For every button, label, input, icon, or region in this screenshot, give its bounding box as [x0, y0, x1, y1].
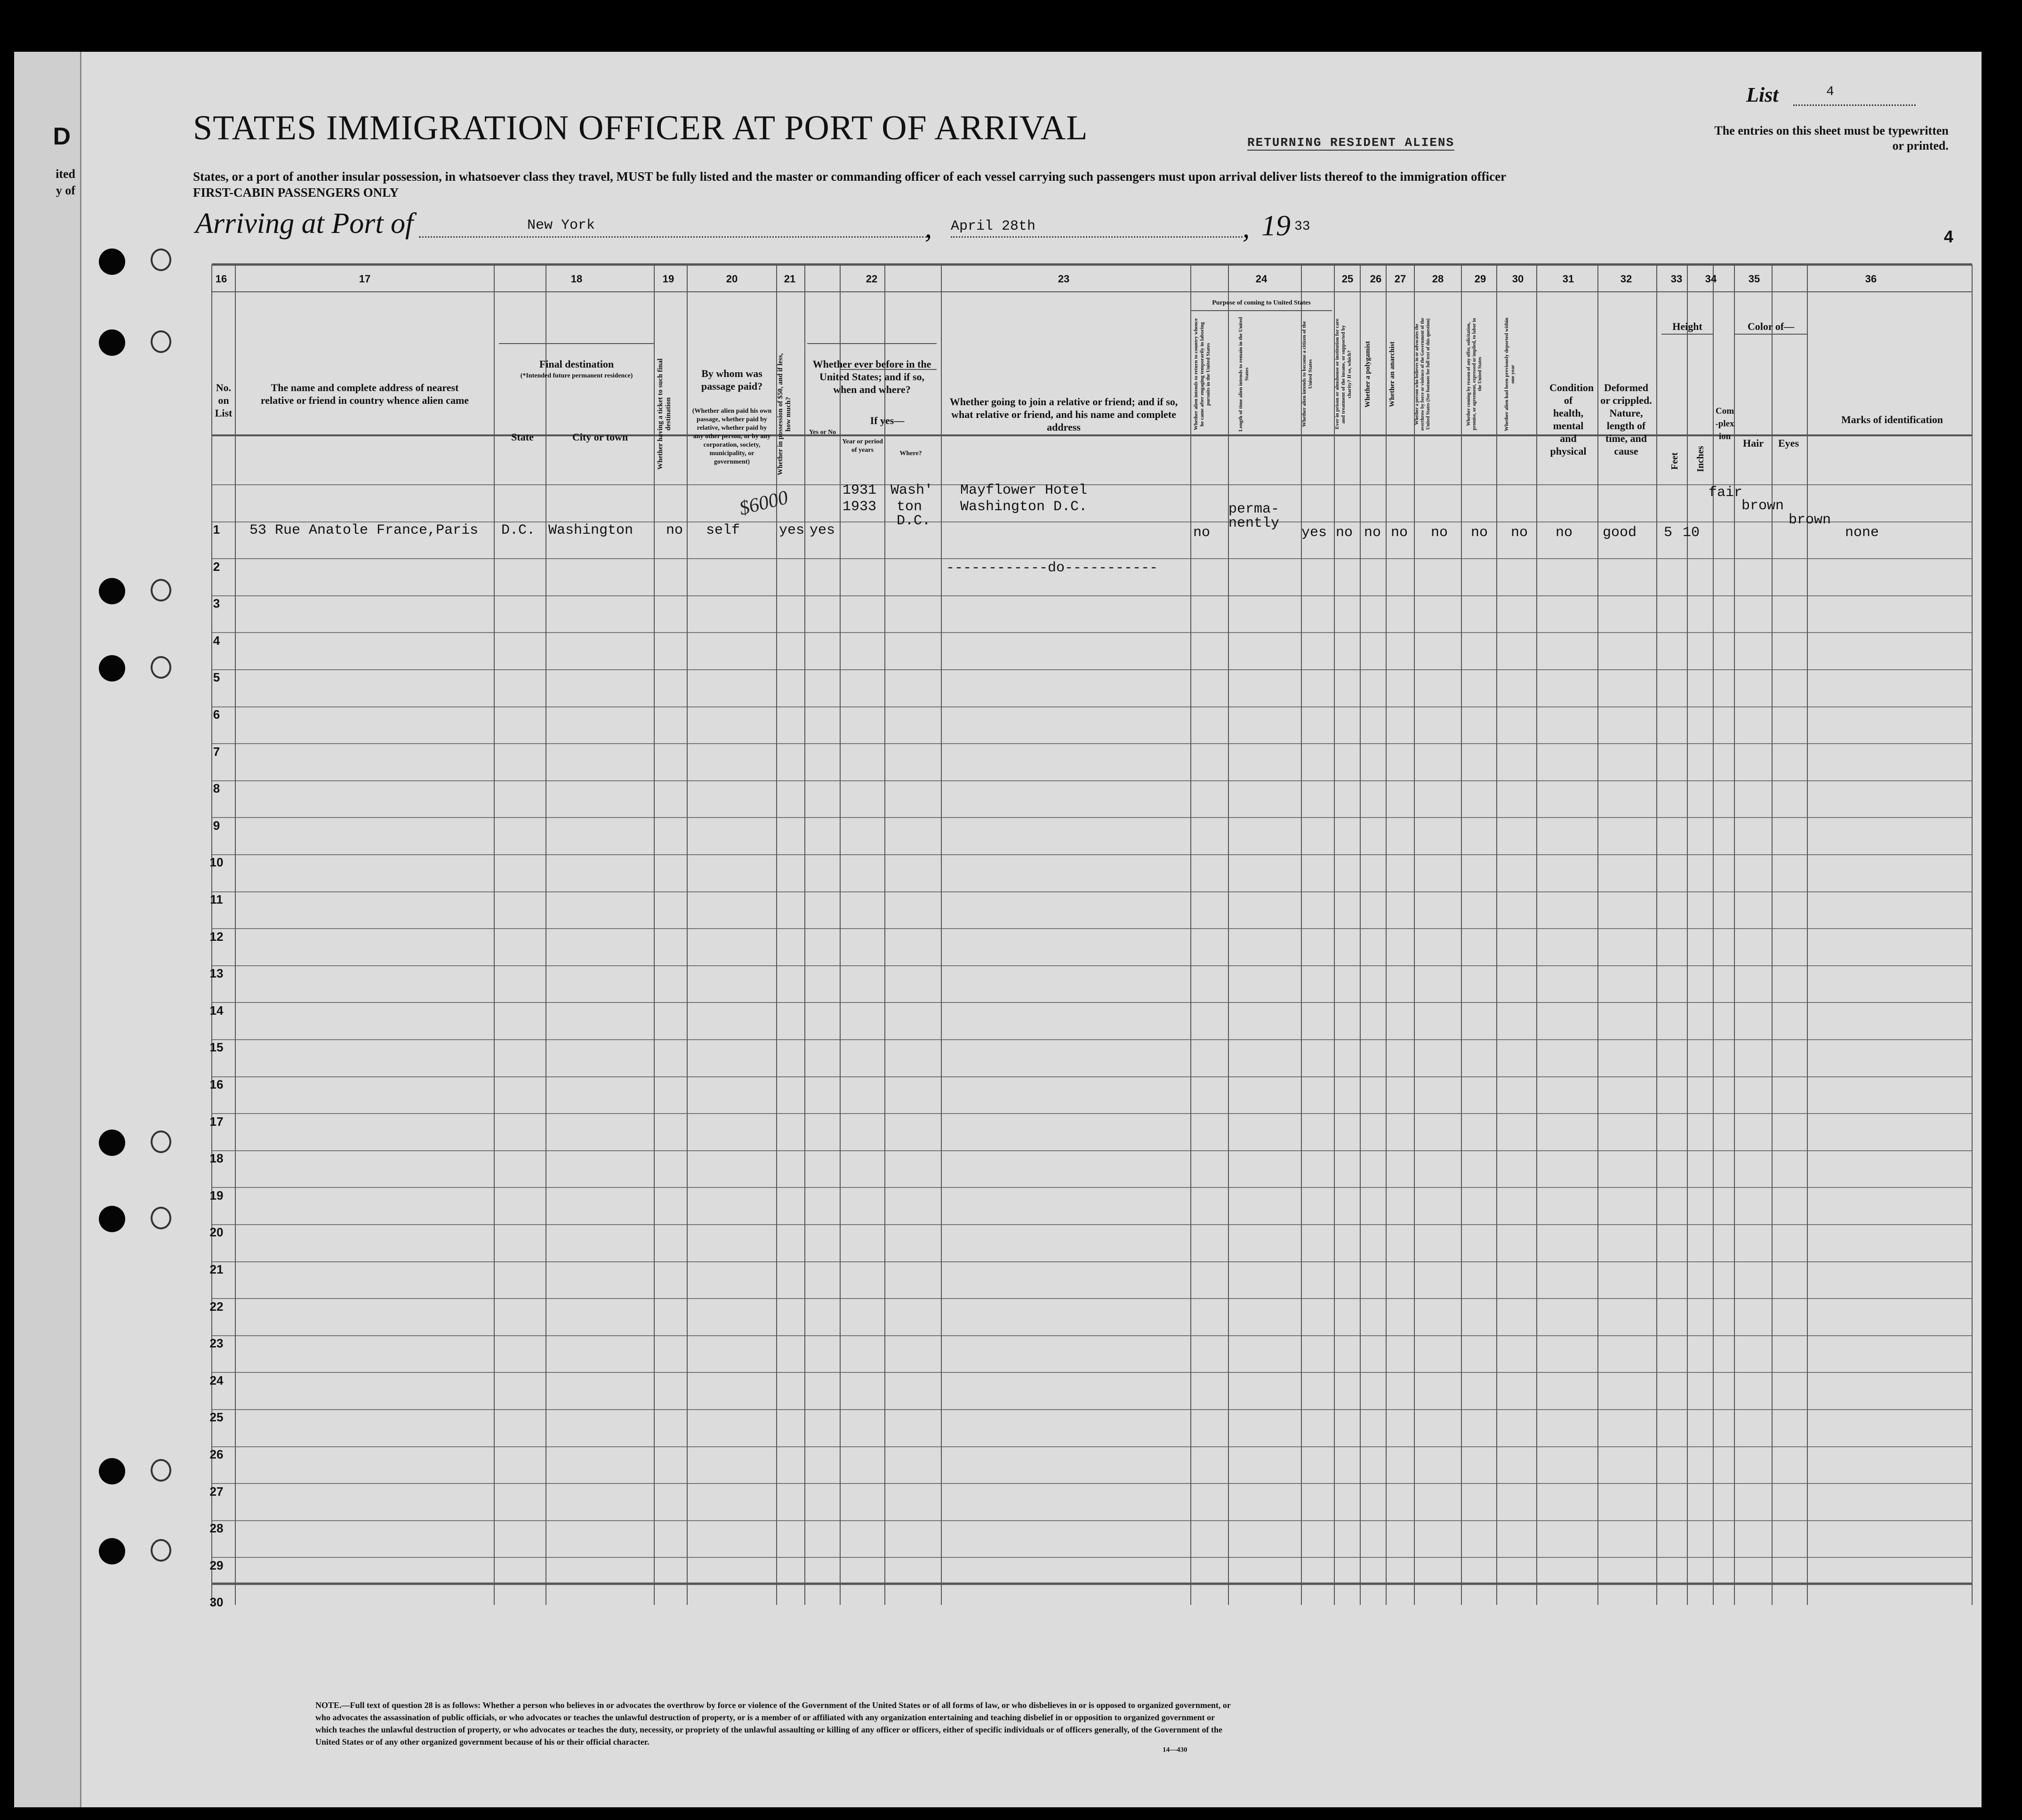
column-number: 20: [726, 273, 738, 285]
row-number: 1: [213, 522, 220, 537]
column-subheader: Hair: [1743, 437, 1764, 449]
column-note: (Whether alien paid his own passage, whether paid by relative, whether paid by any other person, or by any corporation, society, municipality, or government): [692, 408, 772, 465]
column-header: By whom was passage paid?: [701, 368, 763, 392]
column-subheader: Eyes: [1778, 437, 1799, 449]
entry-deported: no: [1511, 525, 1528, 541]
row-number: 21: [209, 1262, 224, 1276]
column-number: 34: [1705, 273, 1717, 285]
punch-hole-ring: [151, 656, 171, 679]
punch-hole: [99, 1458, 125, 1484]
column-number: 18: [570, 273, 583, 285]
entry-money-handwritten: $6000: [737, 486, 791, 520]
entry-length-stay: perma-: [1228, 501, 1280, 517]
column-header: Whether a person who believes in or advocates the overthrow by force or violence of the Government of the United States (See footnote for full text of this question): [1414, 318, 1431, 431]
row-number: 8: [213, 781, 220, 795]
column-subheader: If yes—: [870, 415, 905, 426]
column-note: (*Intended future permanent residence): [520, 372, 633, 379]
punch-hole-ring: [151, 579, 171, 601]
row-number: 3: [213, 596, 220, 610]
row-number: 14: [209, 1003, 224, 1018]
column-header: Whether an anarchist: [1388, 341, 1396, 407]
column-number: 32: [1620, 273, 1632, 285]
column-header: The name and complete address of nearest relative or friend in country whence alien came: [260, 382, 469, 406]
entry-polygamist: no: [1364, 525, 1381, 541]
row-number: 15: [209, 1040, 224, 1054]
date-line: [951, 236, 1243, 238]
comma: ,: [1243, 212, 1250, 243]
entry-feet: 5: [1664, 525, 1673, 541]
column-number: 35: [1748, 273, 1760, 285]
entry-join: Mayflower Hotel: [960, 482, 1088, 498]
column-header: Color of—: [1747, 321, 1795, 332]
column-number: 36: [1865, 273, 1877, 285]
entry-where: ton: [897, 499, 923, 515]
column-subheader: Inches: [1695, 446, 1706, 472]
arriving-label: Arriving at Port of: [195, 208, 414, 240]
list-label: List: [1746, 83, 1779, 106]
punch-hole: [99, 249, 125, 275]
entry-hair: brown: [1741, 498, 1784, 514]
edge-text-fragment: D: [53, 123, 71, 150]
entry-marks: none: [1845, 525, 1879, 541]
year-prefix: 19: [1261, 210, 1291, 242]
instructions-line: States, or a port of another insular possession, in whatsoever class they travel, MUST be fully listed and the master or commanding officer of each vessel carrying such passengers must upon arrival deliver lists thereof to the immigration officer: [193, 169, 1507, 184]
column-subheader: City or town: [572, 431, 628, 443]
row-number: 19: [209, 1188, 224, 1203]
date-value: April 28th: [951, 218, 1036, 234]
row-number: 29: [209, 1558, 224, 1572]
column-header: Condition of health, mental and physical: [1549, 382, 1594, 457]
entry-health: no: [1556, 525, 1573, 541]
punch-hole: [99, 329, 125, 356]
column-header: Whether ever before in the United States; and if so, when and where?: [812, 358, 931, 395]
punch-hole: [99, 655, 125, 681]
column-header: Whether in possession of $50, and if less, how much?: [777, 353, 792, 475]
manifest-sheet: [14, 52, 1982, 1807]
column-number: 23: [1058, 273, 1070, 285]
column-subheader: Where?: [899, 450, 922, 457]
edge-text-line: y of: [56, 184, 75, 197]
column-number: 22: [866, 273, 878, 285]
column-header: Ever in prison or almshouse or institution for care and treatment of the insane, or supported by charity? If so, which?: [1334, 319, 1352, 430]
edge-text-line: ited: [56, 167, 75, 181]
column-number: 25: [1341, 273, 1354, 285]
instructions: [193, 168, 1699, 200]
instructions-line: FIRST-CABIN PASSENGERS ONLY: [193, 185, 399, 200]
entry-where: Wash': [891, 482, 933, 498]
entry-complexion: fair: [1709, 485, 1743, 501]
class-stamp: RETURNING RESIDENT ALIENS: [1247, 136, 1455, 150]
row-number: 23: [209, 1336, 224, 1350]
column-header: Whether going to join a relative or friend; and if so, what relative or friend, and his name and complete address: [949, 396, 1178, 433]
entry-eyes: brown: [1789, 512, 1831, 528]
column-number: 27: [1394, 273, 1406, 285]
row-number: 27: [209, 1484, 224, 1499]
year-suffix: 33: [1294, 219, 1310, 234]
column-number: 17: [359, 273, 371, 285]
column-subheader: Year or period of years: [842, 438, 883, 454]
row-number: 16: [209, 1077, 224, 1091]
column-subheader: State: [511, 431, 534, 443]
port-line: [419, 236, 927, 238]
column-number: 33: [1670, 273, 1683, 285]
column-header: Height: [1672, 321, 1702, 332]
punch-hole: [99, 1130, 125, 1156]
entry-anarchist: no: [1391, 525, 1408, 541]
table-grid: [14, 52, 1982, 1807]
punch-hole-ring: [151, 1130, 171, 1153]
row-number: 7: [213, 745, 220, 759]
column-number: 21: [784, 273, 796, 285]
column-subheader: Yes or No: [809, 429, 836, 436]
column-header: No. on List: [215, 382, 233, 419]
row-number: 13: [209, 966, 224, 980]
row-number: 26: [209, 1447, 224, 1461]
punch-hole: [99, 1538, 125, 1564]
column-header: Com-plexion: [1715, 406, 1734, 441]
entry-inches: 10: [1683, 525, 1700, 541]
column-header: Marks of identification: [1841, 414, 1943, 425]
column-header: Whether a polygamist: [1364, 341, 1372, 408]
row-number: 22: [209, 1299, 224, 1314]
column-subheader: Length of time alien intends to remain in the United States: [1238, 317, 1250, 432]
column-number: 19: [662, 273, 674, 285]
entry-length-stay: nently: [1228, 515, 1280, 531]
column-subheader: Feet: [1669, 452, 1680, 470]
row-number: 24: [209, 1373, 224, 1387]
punch-hole: [99, 578, 125, 604]
column-header: Deformed or crippled. Nature, length of time, and cause: [1600, 382, 1652, 457]
row-number: 17: [209, 1114, 224, 1129]
entry-year: 1931: [842, 482, 877, 498]
column-header: Whether alien had been previously deported within one year: [1504, 317, 1516, 431]
row-number: 4: [213, 633, 220, 648]
page-title: STATES IMMIGRATION OFFICER AT PORT OF ARRIVAL: [193, 109, 1088, 147]
form-code: 14—430: [1163, 1746, 1188, 1754]
list-number: 4: [1826, 85, 1834, 99]
entry-offer-labor: no: [1471, 525, 1488, 541]
page-marker: 4: [1944, 227, 1954, 246]
comma: ,: [925, 212, 932, 243]
typewritten-note: The entries on this sheet must be typewritten or printed.: [1714, 124, 1949, 152]
column-header: Purpose of coming to United States: [1212, 299, 1311, 306]
punch-hole-ring: [151, 1207, 171, 1229]
punch-hole-ring: [151, 249, 171, 271]
row-number: 6: [213, 707, 220, 722]
row-number: 2: [213, 560, 220, 574]
entry-return-home: no: [1193, 525, 1211, 541]
column-header: Final destination: [539, 358, 614, 370]
column-number: 30: [1512, 273, 1524, 285]
column-number: 16: [215, 273, 227, 285]
column-subheader: Whether alien intends to become a citizen of the United States: [1301, 321, 1313, 427]
entry-deformed: good: [1603, 525, 1637, 541]
entry-where: D.C.: [897, 513, 931, 529]
entry-before-in-us: yes: [810, 522, 835, 538]
column-number: 29: [1474, 273, 1486, 285]
row-number: 9: [213, 818, 220, 833]
row-number: 12: [209, 930, 224, 944]
row-number: 30: [209, 1595, 224, 1609]
column-header: Whether coming by reason of any offer, solicitation, promise, or agreement, expressed or implied, to labor in the United States: [1466, 318, 1483, 431]
column-header: Whether having a ticket to such final destination: [657, 358, 672, 470]
row-number: 18: [209, 1151, 224, 1165]
entry-relative-address: 53 Rue Anatole France,Paris: [249, 522, 479, 538]
row-number: 10: [209, 855, 224, 869]
list-number-line: [1793, 104, 1916, 106]
entry-prison: no: [1336, 525, 1353, 541]
row-number: 5: [213, 670, 220, 684]
entry-state: D.C.: [501, 522, 536, 538]
entry-join-ditto: ------------do-----------: [946, 560, 1158, 576]
punch-hole-ring: [151, 1459, 171, 1482]
entry-fifty-dollars: yes: [779, 522, 805, 538]
entry-city: Washington: [548, 522, 634, 538]
punch-hole: [99, 1206, 125, 1232]
footnote: NOTE.—Full text of question 28 is as follows: Whether a person who believes in or advocates the overthrow by force or violence of the Government of the United States or of all forms of law, or who disbelieves in or is opposed to organized government, or who advocates the assassination of public officials, or who advocates or teaches the unlawful destruction of property, or is a member of or affiliated with any organization entertaining and teaching disbelief in or opposition to organized government or which teaches the unlawful destruction of property, or who advocates or teaches the duty, necessity, or propriety of the unlawful assaulting or killing of any officer or officers, either of specific individuals or of officers generally, of the Government of the United States or of any other organized government because of his or their official character.: [315, 1700, 1231, 1747]
column-number: 26: [1370, 273, 1382, 285]
row-number: 20: [209, 1225, 224, 1239]
column-number: 31: [1562, 273, 1574, 285]
entry-join: Washington D.C.: [960, 499, 1088, 515]
column-subheader: Whether alien intends to return to country whence he came after engaging temporarily in laboring pursuits in the United States: [1193, 318, 1211, 430]
entry-overthrow: no: [1431, 525, 1448, 541]
entry-become-citizen: yes: [1301, 525, 1327, 541]
port-value: New York: [527, 217, 595, 233]
row-number: 28: [209, 1521, 224, 1535]
entry-ticket: no: [666, 522, 683, 538]
column-number: 28: [1432, 273, 1444, 285]
column-number: 24: [1255, 273, 1268, 285]
row-number: 25: [209, 1410, 224, 1424]
entry-year: 1933: [842, 499, 877, 515]
punch-hole-ring: [151, 330, 171, 353]
punch-hole-ring: [151, 1539, 171, 1562]
row-number: 11: [210, 892, 223, 906]
entry-paid-by: self: [706, 522, 740, 538]
